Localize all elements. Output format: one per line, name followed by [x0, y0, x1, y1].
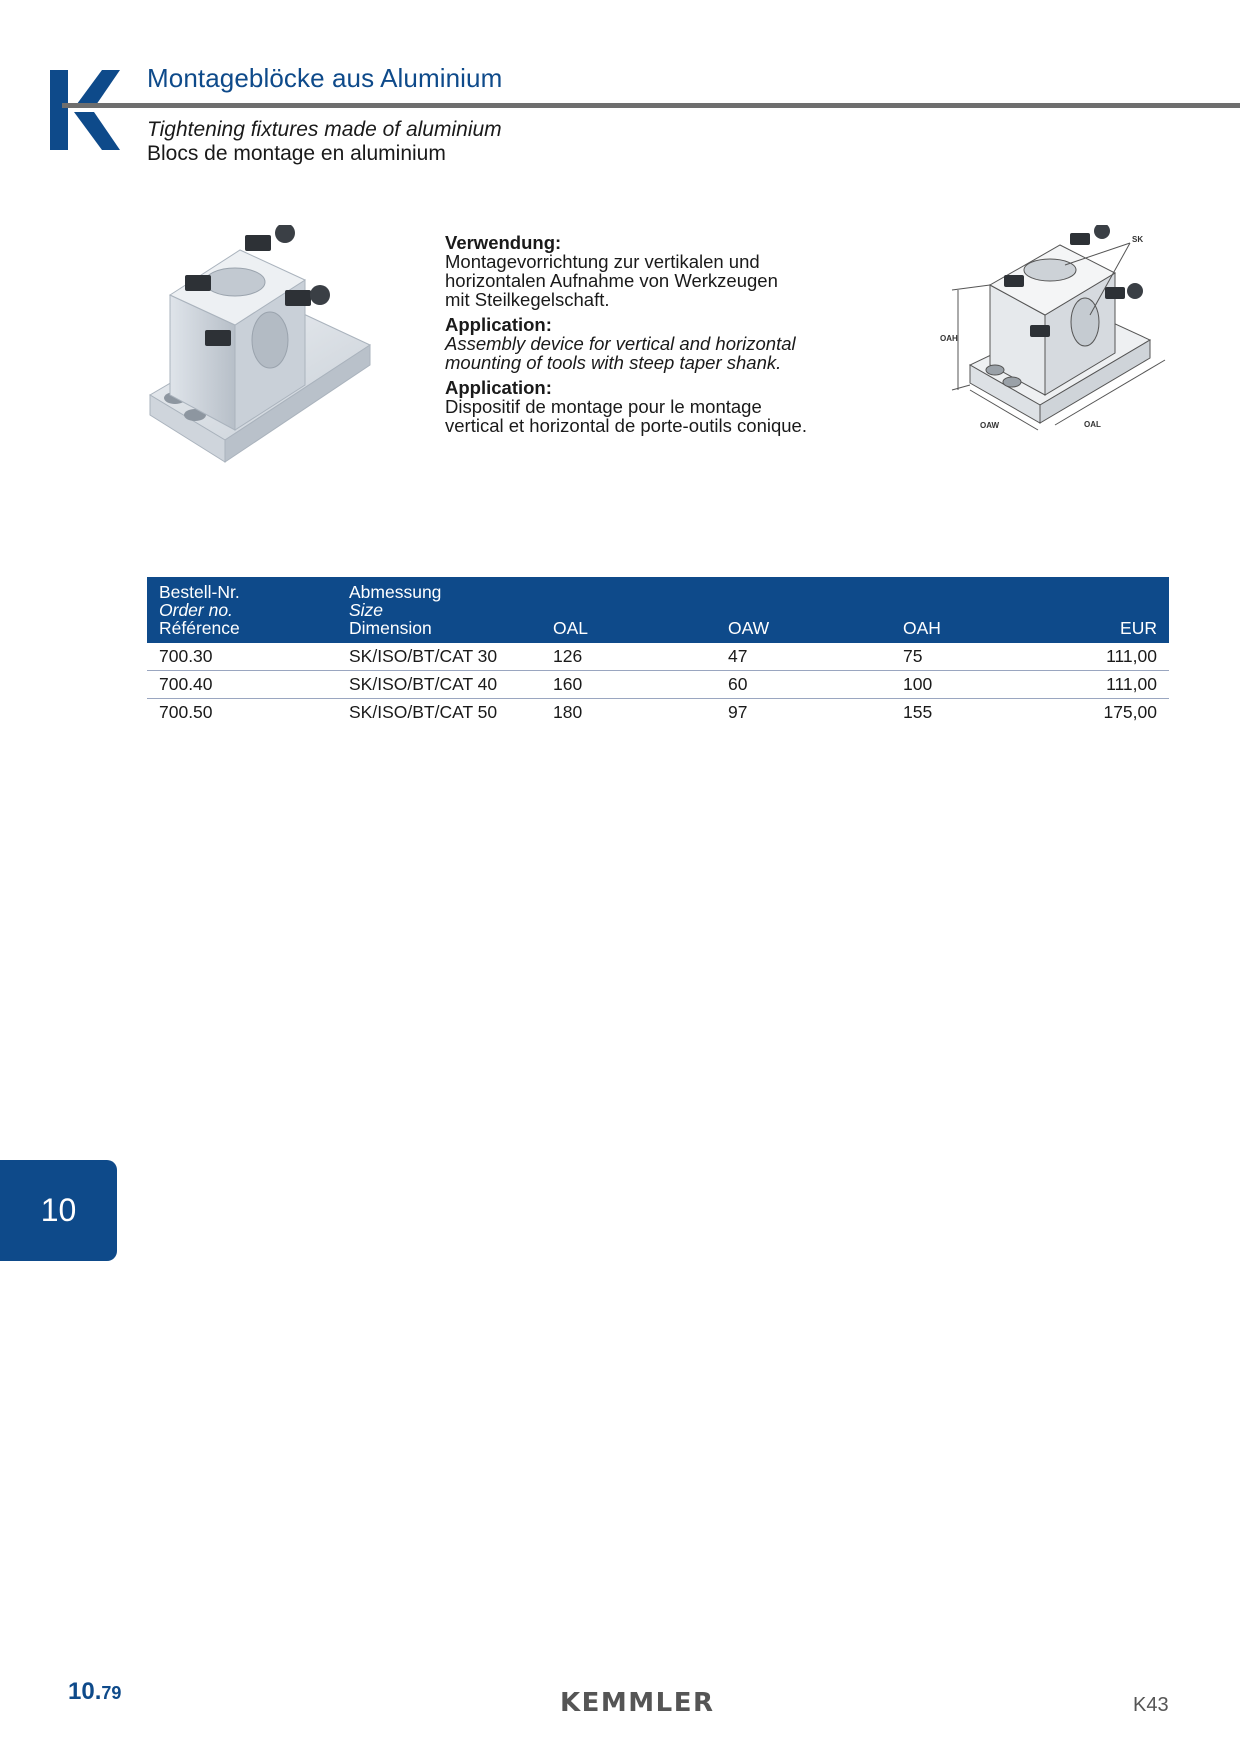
table-row — [147, 671, 1169, 699]
usage-text-de-2: horizontalen Aufnahme von Werkzeugen — [445, 270, 778, 291]
kemmler-k-logo — [50, 70, 120, 150]
table-header-row — [147, 577, 1169, 643]
cell-eur: 111,00 — [1106, 646, 1157, 666]
usage-text-de-3: mit Steilkegelschaft. — [445, 289, 610, 310]
cell-size: SK/ISO/BT/CAT 40 — [349, 674, 498, 694]
technical-drawing — [940, 225, 1175, 480]
page-number — [68, 1678, 121, 1706]
product-photo — [145, 225, 385, 480]
cell-size: SK/ISO/BT/CAT 50 — [349, 702, 498, 722]
page-title-fr: Blocs de montage en aluminium — [147, 142, 446, 165]
usage-heading-fr: Application: — [445, 377, 552, 398]
page-title-de: Montageblöcke aus Aluminium — [147, 63, 503, 93]
usage-text-de-1: Montagevorrichtung zur vertikalen und — [445, 251, 760, 272]
table-row — [147, 699, 1169, 727]
table-row — [147, 643, 1169, 671]
cell-oal: 180 — [553, 702, 583, 722]
col-eur: EUR — [1120, 618, 1157, 638]
application-description — [445, 233, 865, 441]
cell-oal: 160 — [553, 674, 583, 694]
usage-text-en-2: mounting of tools with steep taper shank. — [445, 352, 782, 373]
usage-text-fr-1: Dispositif de montage pour le montage — [445, 396, 762, 417]
page-code: K43 — [1133, 1694, 1169, 1716]
cell-eur: 175,00 — [1103, 702, 1157, 722]
usage-heading-en: Application: — [445, 314, 552, 335]
col-oah: OAH — [903, 618, 941, 638]
drawing-label-oal: OAL — [1084, 420, 1101, 429]
header-rule — [62, 103, 1240, 108]
col-oal: OAL — [553, 618, 589, 638]
col-order-no: Bestell-Nr. Order no. Référence — [159, 582, 240, 638]
cell-oaw: 60 — [728, 674, 748, 694]
page-number-major: 10. — [68, 1678, 102, 1705]
cell-oaw: 97 — [728, 702, 748, 722]
cell-oaw: 47 — [728, 646, 748, 666]
cell-oah: 75 — [903, 646, 923, 666]
page-number-minor: 79 — [101, 1683, 122, 1703]
cell-order: 700.40 — [159, 674, 213, 694]
drawing-label-oaw: OAW — [980, 421, 1000, 430]
drawing-label-oah: OAH — [940, 334, 958, 343]
cell-oah: 155 — [903, 702, 933, 722]
cell-order: 700.50 — [159, 702, 213, 722]
cell-size: SK/ISO/BT/CAT 30 — [349, 646, 498, 666]
drawing-label-sk: SK — [1132, 235, 1144, 244]
cell-eur: 111,00 — [1106, 674, 1157, 694]
cell-oah: 100 — [903, 674, 933, 694]
usage-heading-de: Verwendung: — [445, 232, 562, 253]
chapter-tab: 10 — [0, 1160, 117, 1261]
brand-logo: KEMMLER — [560, 1688, 715, 1718]
col-size: Abmessung Size Dimension — [349, 582, 442, 638]
col-oaw: OAW — [728, 618, 770, 638]
cell-order: 700.30 — [159, 646, 213, 666]
usage-text-fr-2: vertical et horizontal de porte-outils conique. — [445, 415, 807, 436]
page-title-en: Tightening fixtures made of aluminium — [147, 118, 502, 141]
cell-oal: 126 — [553, 646, 583, 666]
product-table — [147, 577, 1169, 726]
usage-text-en-1: Assembly device for vertical and horizontal — [445, 333, 796, 354]
